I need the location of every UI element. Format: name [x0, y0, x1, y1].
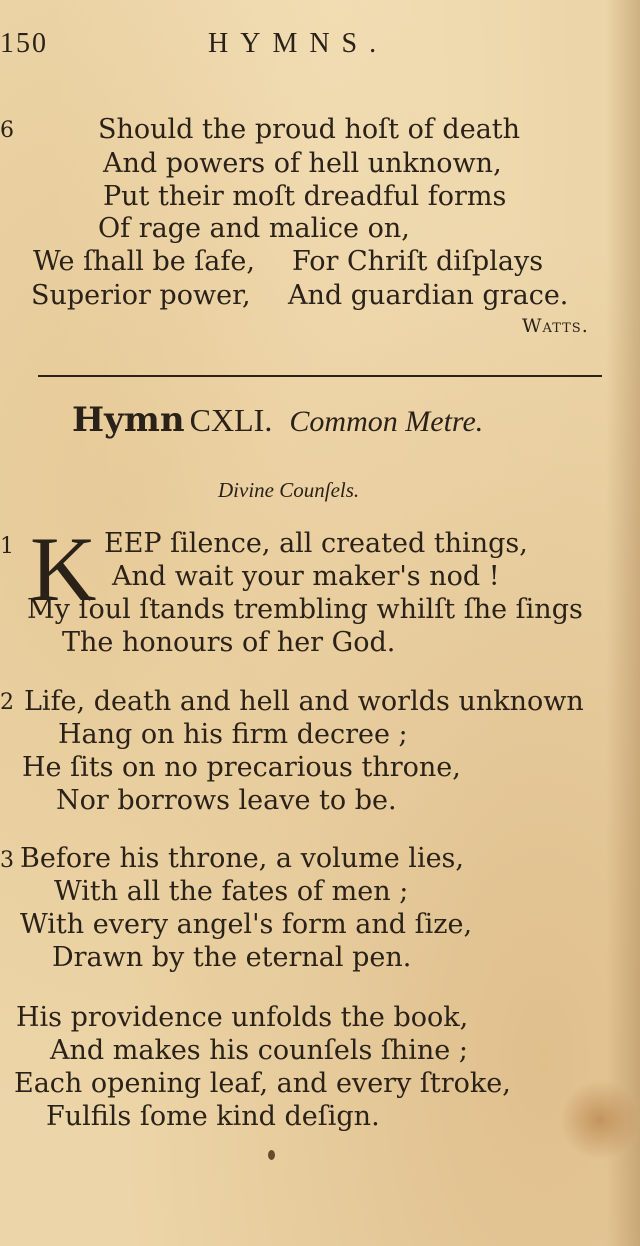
stanza-number: 2 [0, 690, 14, 715]
running-title: HYMNS. [208, 28, 389, 59]
verse-line: Put their moſt dreadful forms [103, 181, 507, 212]
verse-line-right: And guardian grace. [288, 280, 569, 311]
verse-line: And makes his counſels ſhine ; [50, 1035, 468, 1066]
author-attribution: Watts. [522, 315, 589, 337]
hymn-heading [72, 400, 483, 440]
verse-line-left: We ſhall be ſafe, [33, 246, 255, 277]
stanza-number: 3 [0, 848, 14, 873]
verse-line-left: Superior power, [31, 280, 251, 311]
verse-line: And wait your maker's nod ! [112, 561, 500, 592]
verse-line: With all the fates of men ; [54, 876, 409, 907]
verse-line: And powers of hell unknown, [103, 148, 502, 179]
verse-line: Hang on his firm decree ; [58, 719, 408, 750]
hymn-label: Hymn [72, 400, 185, 440]
verse-line: His providence unfolds the book, [16, 1002, 469, 1033]
stanza-number: 1 [0, 534, 14, 559]
verse-line: He ſits on no precarious throne, [22, 752, 461, 783]
hymn-number: CXLI. [189, 402, 273, 438]
hymn-meter: Common Metre. [289, 405, 484, 438]
verse-line: Fulfils ſome kind deſign. [46, 1101, 380, 1132]
page-gutter-shadow [606, 0, 640, 1246]
ornament-dot [268, 1150, 275, 1160]
verse-line: My ſoul ſtands trembling whilſt ſhe ſings [27, 594, 583, 625]
verse-line: Of rage and malice on, [98, 213, 410, 244]
verse-line: Before his throne, a volume lies, [20, 843, 464, 874]
page-number: 150 [0, 28, 48, 59]
verse-line: Life, death and hell and worlds unknown [24, 686, 584, 717]
paper-stain [560, 1080, 640, 1160]
verse-line: EEP ſilence, all created things, [104, 528, 528, 559]
verse-line: The honours of her God. [62, 627, 396, 658]
verse-line: With every angel's form and ſize, [20, 909, 473, 940]
verse-line: Drawn by the eternal pen. [52, 942, 412, 973]
drop-cap: K [30, 518, 97, 620]
section-rule [38, 375, 602, 377]
verse-line: Each opening leaf, and every ſtroke, [14, 1068, 511, 1099]
hymn-subtitle: Divine Counſels. [218, 478, 360, 502]
verse-line-right: For Chriſt diſplays [292, 246, 544, 277]
stanza-number: 6 [0, 118, 14, 143]
verse-line: Should the proud hoſt of death [98, 114, 521, 145]
verse-line: Nor borrows leave to be. [56, 785, 397, 816]
